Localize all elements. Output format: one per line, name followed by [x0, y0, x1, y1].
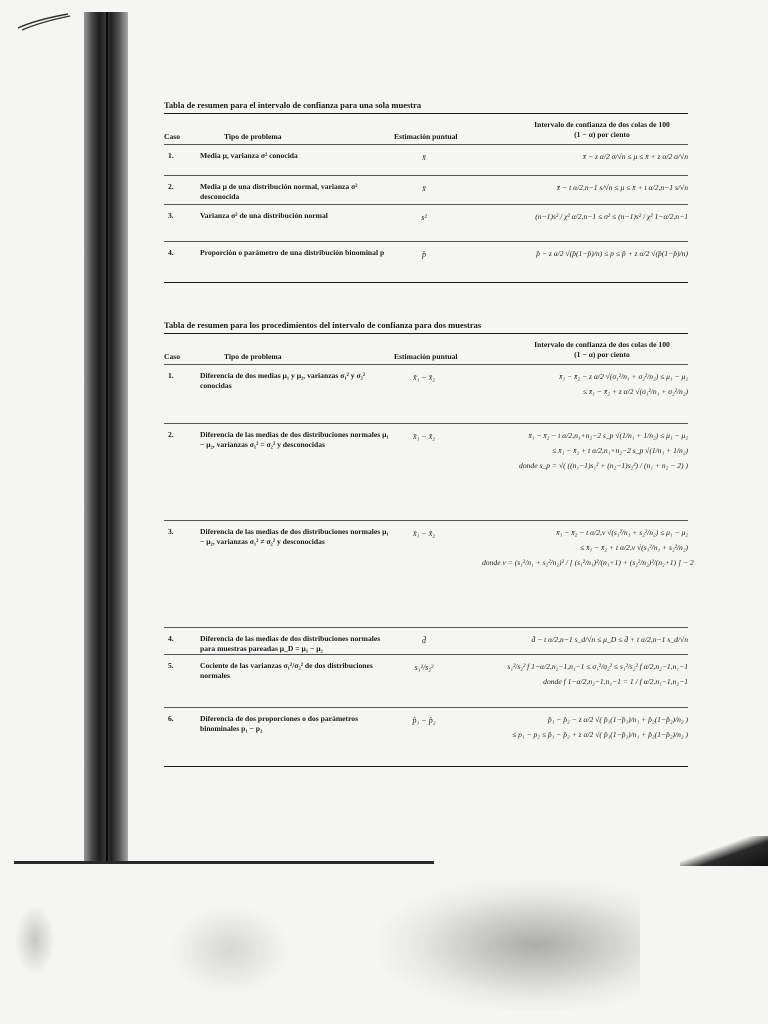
- row-point-estimate: x̄₁ − x̄₂: [412, 432, 436, 441]
- interval-formula-line: x̄₁ − x̄₂ − z α/2 √(σ₁²/n₁ + σ₂²/n₂) ≤ μ₁ − μ₂: [559, 372, 688, 381]
- row-case-number: 4.: [168, 634, 174, 643]
- header-type: Tipo de problema: [224, 132, 282, 141]
- header-estimate: Estimación puntual: [394, 132, 458, 141]
- header-type: Tipo de problema: [224, 352, 282, 361]
- table-row: [164, 520, 694, 627]
- row-confidence-interval: [482, 369, 688, 399]
- row-confidence-interval: [482, 525, 694, 570]
- header-case: Caso: [164, 132, 181, 141]
- row-point-estimate: p̂: [422, 250, 426, 259]
- interval-formula-line: s₁²/s₂² f 1−α/2,n₂−1,n₁−1 ≤ σ₁²/σ₂² ≤ s₁²/s₂² f α/2,n₂−1,n₁−1: [507, 662, 688, 671]
- table-header: [164, 114, 688, 144]
- row-confidence-interval: [482, 180, 688, 195]
- row-point-estimate: x̄₁ − x̄₂: [412, 373, 436, 382]
- row-problem-type: Diferencia de dos medias μ₁ y μ₂, varianzas σ₁² y σ₂² conocidas: [200, 371, 366, 390]
- interval-formula-line: d̄ − t α/2,n−1 s_d/√n ≤ μ_D ≤ d̄ + t α/2,n−1 s_d/√n: [531, 635, 688, 644]
- table-row: [164, 144, 688, 175]
- header-interval: Intervalo de confianza de dos colas de 100 (1 − α) por ciento: [534, 340, 670, 359]
- table-row: [164, 175, 688, 204]
- interval-formula-line: x̄ − t α/2,n−1 s/√n ≤ μ ≤ x̄ + t α/2,n−1 s/√n: [556, 183, 688, 192]
- scan-smudge: [15, 905, 55, 975]
- row-problem-type: Diferencia de las medias de dos distribuciones normales para muestras pareadas μ_D = μ₁ − μ₂: [200, 634, 381, 653]
- interval-formula-line: ≤ x̄₁ − x̄₂ + t α/2,n₁+n₂−2 s_p √(1/n₁ + 1/n₂): [552, 446, 688, 455]
- row-point-estimate: s²: [421, 213, 427, 222]
- row-confidence-interval: [482, 632, 688, 647]
- table-title: Tabla de resumen para los procedimientos del intervalo de confianza para dos muestras: [164, 320, 482, 330]
- row-problem-type: Media μ de una distribución normal, varianza σ² desconocida: [200, 182, 358, 201]
- interval-formula-line: x̄₁ − x̄₂ − t α/2,v √(s₁²/n₁ + s₂²/n₂) ≤ μ₁ − μ₂: [556, 528, 688, 537]
- page-corner-shadow: [680, 836, 768, 866]
- row-point-estimate: x̄: [422, 184, 426, 193]
- row-case-number: 6.: [168, 714, 174, 723]
- interval-formula-line: donde f 1−α/2,n₂−1,n₁−1 = 1 / f α/2,n₁−1,n₂−1: [543, 677, 688, 686]
- row-confidence-interval: [482, 209, 688, 224]
- interval-formula-line: donde s_p = √( ((n₁−1)s₁² + (n₂−1)s₂²) / (n₁ + n₂ − 2) ): [519, 461, 688, 470]
- row-case-number: 5.: [168, 661, 174, 670]
- table-body: [164, 364, 694, 766]
- row-confidence-interval: [482, 712, 688, 742]
- row-problem-type: Media μ, varianza σ² conocida: [200, 151, 298, 160]
- table-row: [164, 627, 688, 654]
- row-case-number: 2.: [168, 182, 174, 191]
- row-confidence-interval: [482, 149, 688, 164]
- scan-smudge: [170, 905, 290, 995]
- page-bottom-edge: [14, 861, 434, 864]
- table-row: [164, 204, 688, 241]
- table-bottom-rule: [164, 766, 688, 767]
- header-interval: Intervalo de confianza de dos colas de 100 (1 − α) por ciento: [534, 120, 670, 139]
- row-problem-type: Proporción o parámetro de una distribución binominal p: [200, 248, 385, 257]
- table-header: [164, 334, 688, 364]
- row-problem-type: Cociente de las varianzas σ₁²/σ₂² de dos distribuciones normales: [200, 661, 373, 680]
- table-body: [164, 144, 688, 282]
- interval-formula-line: p̂₁ − p̂₂ − z α/2 √( p̂₁(1−p̂₁)/n₁ + p̂₂(1−p̂₂)/n₂ ): [547, 715, 688, 724]
- row-point-estimate: d̄: [422, 636, 426, 645]
- interval-formula-line: ≤ x̄₁ − x̄₂ + z α/2 √(σ₁²/n₁ + σ₂²/n₂): [582, 387, 688, 396]
- interval-formula-line: ≤ p₁ − p₂ ≤ p̂₁ − p̂₂ + z α/2 √( p̂₁(1−p̂₁)/n₁ + p̂₂(1−p̂₂)/n₂ ): [512, 730, 688, 739]
- binding-crack: [106, 12, 108, 864]
- table-row: [164, 707, 688, 766]
- row-problem-type: Diferencia de las medias de dos distribuciones normales μ₁ − μ₂, varianzas σ₁² ≠ σ₂² y desconocidas: [200, 527, 389, 546]
- row-case-number: 1.: [168, 151, 174, 160]
- interval-formula-line: (n−1)s² / χ² α/2,n−1 ≤ σ² ≤ (n−1)s² / χ² 1−α/2,n−1: [535, 212, 688, 221]
- row-problem-type: Varianza σ² de una distribución normal: [200, 211, 328, 220]
- table-row: [164, 654, 688, 707]
- interval-formula-line: x̄ − z α/2 σ/√n ≤ μ ≤ x̄ + z α/2 σ/√n: [582, 152, 688, 161]
- scan-smudge: [380, 880, 640, 1010]
- table-title: Tabla de resumen para el intervalo de confianza para una sola muestra: [164, 100, 422, 110]
- row-case-number: 4.: [168, 248, 174, 257]
- table-row: [164, 364, 688, 423]
- row-point-estimate: p̂₁ − p̂₂: [412, 716, 436, 725]
- row-point-estimate: x̄₁ − x̄₂: [412, 529, 436, 538]
- header-estimate: Estimación puntual: [394, 352, 458, 361]
- single-sample-table: [164, 100, 688, 283]
- row-problem-type: Diferencia de las medias de dos distribuciones normales μ₁ − μ₂, varianzas σ₁² = σ₂² y desconocidas: [200, 430, 389, 449]
- table-row: [164, 241, 688, 282]
- header-case: Caso: [164, 352, 181, 361]
- two-sample-table: [164, 320, 694, 767]
- row-point-estimate: s₁²/s₂²: [414, 663, 434, 672]
- row-confidence-interval: [482, 428, 688, 473]
- table-row: [164, 423, 688, 520]
- table-bottom-rule: [164, 282, 688, 283]
- pen-scribble-mark: [16, 10, 72, 32]
- row-case-number: 2.: [168, 430, 174, 439]
- interval-formula-line: x̄₁ − x̄₂ − t α/2,n₁+n₂−2 s_p √(1/n₁ + 1/n₂) ≤ μ₁ − μ₂: [528, 431, 688, 440]
- row-confidence-interval: [482, 246, 688, 261]
- interval-formula-line: ≤ x̄₁ − x̄₂ + t α/2,v √(s₁²/n₁ + s₂²/n₂): [580, 543, 688, 552]
- interval-formula-line: p̂ − z α/2 √(p̂(1−p̂)/n) ≤ p ≤ p̂ + z α/2 √(p̂(1−p̂)/n): [536, 249, 688, 258]
- row-case-number: 1.: [168, 371, 174, 380]
- row-problem-type: Diferencia de dos proporciones o dos parámetros binominales p₁ − p₂: [200, 714, 359, 733]
- row-point-estimate: x̄: [422, 153, 426, 162]
- row-case-number: 3.: [168, 211, 174, 220]
- interval-formula-line: donde v = (s₁²/n₁ + s₂²/n₂)² / [ (s₁²/n₁)²/(n₁+1) + (s₂²/n₂)²/(n₂+1) ] − 2: [482, 558, 694, 567]
- row-case-number: 3.: [168, 527, 174, 536]
- row-confidence-interval: [482, 659, 688, 689]
